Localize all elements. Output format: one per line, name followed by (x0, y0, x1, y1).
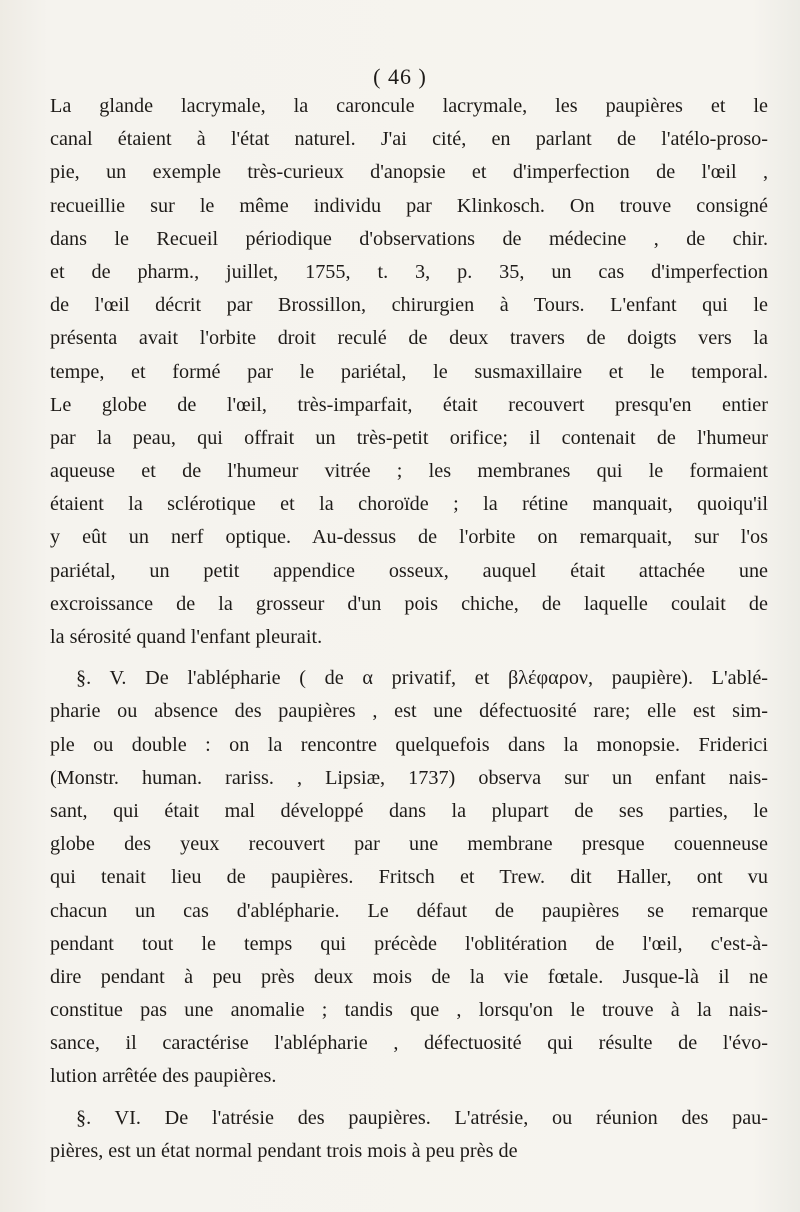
paragraph-1 (50, 90, 768, 654)
text-line: pariétal, un petit appendice osseux, auquel était attachée une (50, 559, 768, 582)
text-line: et de pharm., juillet, 1755, t. 3, p. 35, un cas d'imperfection (50, 260, 768, 283)
text-line: (Monstr. human. rariss. , Lipsiæ, 1737) observa sur un enfant nais- (50, 766, 768, 789)
text-line: pières, est un état normal pendant trois mois à peu près de (50, 1139, 518, 1162)
text-line: excroissance de la grosseur d'un pois chiche, de laquelle coulait de (50, 592, 768, 615)
text-line: qui tenait lieu de paupières. Fritsch et Trew. dit Haller, ont vu (50, 866, 768, 889)
text-line: sance, il caractérise l'ablépharie , défectuosité qui résulte de l'évo- (50, 1032, 768, 1055)
text-line: canal étaient à l'état naturel. J'ai cité, en parlant de l'atélo-proso- (50, 128, 768, 151)
text-line: sant, qui était mal développé dans la plupart de ses parties, le (50, 799, 768, 822)
text-line: aqueuse et de l'humeur vitrée ; les membranes qui le formaient (50, 460, 768, 483)
text-line: globe des yeux recouvert par une membrane presque couenneuse (50, 833, 768, 856)
text-line: La glande lacrymale, la caroncule lacrymale, les paupières et le (50, 95, 768, 117)
text-line: présenta avait l'orbite droit reculé de deux travers de doigts vers la (50, 327, 768, 350)
text-line: pie, un exemple très-curieux d'anopsie et d'imperfection de l'œil , (50, 161, 768, 184)
text-line: la sérosité quand l'enfant pleurait. (50, 626, 323, 648)
text-line: Le globe de l'œil, très-imparfait, était recouvert presqu'en entier (50, 393, 768, 416)
text-line: constitue pas une anomalie ; tandis que , lorsqu'on le trouve à la nais- (50, 999, 768, 1022)
text-line: §. VI. De l'atrésie des paupières. L'atrésie, ou réunion des pau- (76, 1106, 768, 1129)
text-line: ple ou double : on la rencontre quelquefois dans la monopsie. Friderici (50, 733, 768, 756)
text-line: étaient la sclérotique et la choroïde ; la rétine manquait, quoiqu'il (50, 493, 768, 516)
text-line: y eût un nerf optique. Au-dessus de l'orbite on remarquait, sur l'os (50, 526, 768, 549)
paragraph-gap (50, 654, 768, 662)
text-line: pendant tout le temps qui précède l'oblitération de l'œil, c'est-à- (50, 932, 768, 955)
text-line: tempe, et formé par le pariétal, le susmaxillaire et le temporal. (50, 360, 768, 383)
text-line: dire pendant à peu près deux mois de la vie fœtale. Jusque-là il ne (50, 965, 768, 988)
text-line: de l'œil décrit par Brossillon, chirurgien à Tours. L'enfant qui le (50, 294, 768, 317)
text-line: pharie ou absence des paupières , est une défectuosité rare; elle est sim- (50, 700, 768, 723)
text-line: §. V. De l'ablépharie ( de α privatif, et βλέφαρον, paupière). L'ablé- (76, 667, 768, 690)
text-body (50, 90, 768, 1168)
page-number: ( 46 ) (373, 64, 427, 89)
paragraph-2 (50, 662, 768, 1093)
text-line: lution arrêtée des paupières. (50, 1065, 277, 1088)
text-line: recueillie sur le même individu par Klinkosch. On trouve consigné (50, 194, 768, 217)
text-line: chacun un cas d'ablépharie. Le défaut de paupières se remarque (50, 899, 768, 922)
paragraph-gap (50, 1094, 768, 1102)
paragraph-3 (50, 1102, 768, 1168)
text-line: par la peau, qui offrait un très-petit orifice; il contenait de l'humeur (50, 426, 768, 449)
text-line: dans le Recueil périodique d'observations de médecine , de chir. (50, 227, 768, 250)
